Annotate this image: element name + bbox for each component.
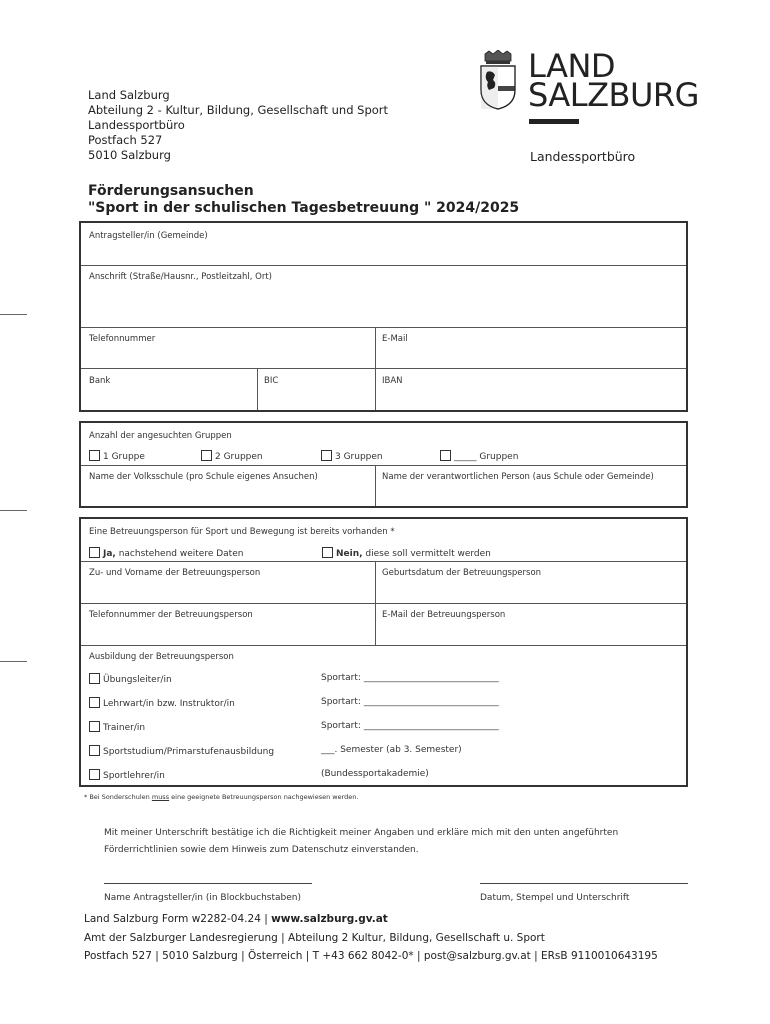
no-description: diese soll vermittelt werden	[362, 549, 491, 559]
divider	[375, 465, 376, 506]
logo-bar	[529, 119, 579, 124]
training-label: Übungsleiter/in	[103, 675, 172, 685]
training-detail: (Bundessportakademie)	[321, 769, 429, 779]
date-signature-line[interactable]	[480, 883, 688, 884]
checkbox[interactable]	[201, 450, 212, 461]
training-option[interactable]	[89, 745, 274, 757]
training-label: Trainer/in	[103, 723, 146, 733]
address-field[interactable]: Anschrift (Straße/Hausnr., Postleitzahl, Ort)	[89, 272, 272, 282]
phone-field[interactable]: Telefonnummer	[89, 334, 156, 344]
caregiver-section	[79, 517, 688, 787]
consent-statement	[104, 825, 684, 859]
yes-description: nachstehend weitere Daten	[115, 549, 244, 559]
checkbox[interactable]	[321, 450, 332, 461]
caregiver-phone-field[interactable]: Telefonnummer der Betreuungsperson	[89, 610, 253, 620]
consent-line: Förderrichtlinien sowie dem Hinweis zum Datenschutz einverstanden.	[104, 845, 419, 855]
responsible-person-field[interactable]: Name der verantwortlichen Person (aus Schule oder Gemeinde)	[382, 472, 654, 482]
date-signature-label: Datum, Stempel und Unterschrift	[480, 893, 630, 903]
checkbox[interactable]	[89, 769, 100, 780]
checkbox[interactable]	[89, 547, 100, 558]
sender-line: Land Salzburg	[88, 88, 170, 102]
no-label: Nein,	[336, 549, 363, 559]
sender-line: Abteilung 2 - Kultur, Bildung, Gesellschaft und Sport	[88, 103, 389, 117]
bic-field[interactable]: BIC	[264, 376, 279, 386]
consent-line: Mit meiner Unterschrift bestätige ich die Richtigkeit meiner Angaben und erkläre mich mit den unten angeführten	[104, 828, 619, 838]
training-detail[interactable]: Sportart: ______________________________	[321, 697, 499, 707]
logo-line: LAND	[528, 47, 616, 85]
fold-mark	[0, 510, 27, 511]
training-option[interactable]	[89, 769, 165, 781]
divider	[81, 327, 686, 328]
training-label: Lehrwart/in bzw. Instruktor/in	[103, 699, 235, 709]
training-label: Sportlehrer/in	[103, 771, 165, 781]
caregiver-no-option[interactable]	[322, 547, 491, 559]
divider	[81, 603, 686, 604]
divider	[81, 645, 686, 646]
fold-mark	[0, 661, 27, 662]
caregiver-birthdate-field[interactable]: Geburtsdatum der Betreuungsperson	[382, 568, 542, 578]
land-salzburg-logo	[477, 47, 707, 130]
footnote-text: eine geeignete Betreuungsperson nachgewiesen werden.	[169, 793, 359, 801]
website-link[interactable]: www.salzburg.gv.at	[271, 913, 388, 925]
divider	[257, 368, 258, 410]
training-detail[interactable]: Sportart: ______________________________	[321, 721, 499, 731]
divider	[81, 265, 686, 266]
option-label: 1 Gruppe	[103, 452, 145, 462]
footer-form-line	[84, 913, 388, 925]
checkbox[interactable]	[440, 450, 451, 461]
bank-field[interactable]: Bank	[89, 376, 111, 386]
department-label: Landessportbüro	[530, 149, 636, 164]
option-label: 2 Gruppen	[215, 452, 263, 462]
training-detail[interactable]: Sportart: ______________________________	[321, 673, 499, 683]
logo-wordmark	[528, 47, 699, 114]
checkbox[interactable]	[89, 697, 100, 708]
divider	[81, 368, 686, 369]
checkbox[interactable]	[89, 450, 100, 461]
footnote-text: * Bei Sonderschulen	[84, 793, 152, 801]
yes-label: Ja,	[103, 549, 116, 559]
divider	[81, 465, 686, 466]
sender-line: Postfach 527	[88, 133, 163, 147]
checkbox[interactable]	[322, 547, 333, 558]
caregiver-yes-option[interactable]	[89, 547, 243, 559]
sender-address	[88, 88, 388, 163]
training-detail[interactable]: ___. Semester (ab 3. Semester)	[321, 745, 462, 755]
caregiver-name-field[interactable]: Zu- und Vorname der Betreuungsperson	[89, 568, 261, 578]
divider	[81, 561, 686, 562]
option-label: 3 Gruppen	[335, 452, 383, 462]
caregiver-heading: Eine Betreuungsperson für Sport und Bewegung ist bereits vorhanden *	[89, 527, 395, 537]
fold-mark	[0, 314, 27, 315]
logo-line: SALZBURG	[528, 76, 699, 114]
checkbox[interactable]	[89, 673, 100, 684]
title-line: "Sport in der schulischen Tagesbetreuung " 2024/2025	[88, 200, 520, 216]
footnote	[84, 793, 359, 801]
training-option[interactable]	[89, 721, 145, 733]
training-heading: Ausbildung der Betreuungsperson	[89, 652, 234, 662]
group-option-2[interactable]	[201, 450, 263, 462]
email-field[interactable]: E-Mail	[382, 334, 408, 344]
training-option[interactable]	[89, 673, 172, 685]
footer-contact-line: Postfach 527 | 5010 Salzburg | Österreich | T +43 662 8042-0* | post@salzburg.gv.at | ERsB 9110010643195	[84, 950, 658, 962]
title-line: Förderungsansuchen	[88, 183, 254, 199]
sender-line: Landessportbüro	[88, 118, 185, 132]
coat-of-arms-icon	[477, 50, 519, 110]
caregiver-email-field[interactable]: E-Mail der Betreuungsperson	[382, 610, 506, 620]
school-name-field[interactable]: Name der Volksschule (pro Schule eigenes Ansuchen)	[89, 472, 318, 482]
form-title	[88, 183, 519, 217]
applicant-name-field[interactable]: Antragsteller/in (Gemeinde)	[89, 231, 208, 241]
training-label: Sportstudium/Primarstufenausbildung	[103, 747, 275, 757]
name-signature-line[interactable]	[104, 883, 312, 884]
checkbox[interactable]	[89, 745, 100, 756]
name-signature-label: Name Antragsteller/in (in Blockbuchstaben)	[104, 893, 302, 903]
groups-heading: Anzahl der angesuchten Gruppen	[89, 431, 232, 441]
footer-office-line: Amt der Salzburger Landesregierung | Abteilung 2 Kultur, Bildung, Gesellschaft u. Sport	[84, 932, 545, 944]
applicant-section	[79, 221, 688, 412]
training-option[interactable]	[89, 697, 235, 709]
option-label: _____ Gruppen	[454, 452, 519, 462]
group-option-1[interactable]	[89, 450, 145, 462]
footnote-emphasis: muss	[151, 793, 170, 801]
group-option-3[interactable]	[321, 450, 383, 462]
sender-line: 5010 Salzburg	[88, 148, 171, 162]
iban-field[interactable]: IBAN	[382, 376, 403, 386]
checkbox[interactable]	[89, 721, 100, 732]
group-option-custom[interactable]	[440, 450, 518, 462]
form-id: Land Salzburg Form w2282-04.24 |	[84, 913, 272, 925]
groups-section	[79, 421, 688, 508]
